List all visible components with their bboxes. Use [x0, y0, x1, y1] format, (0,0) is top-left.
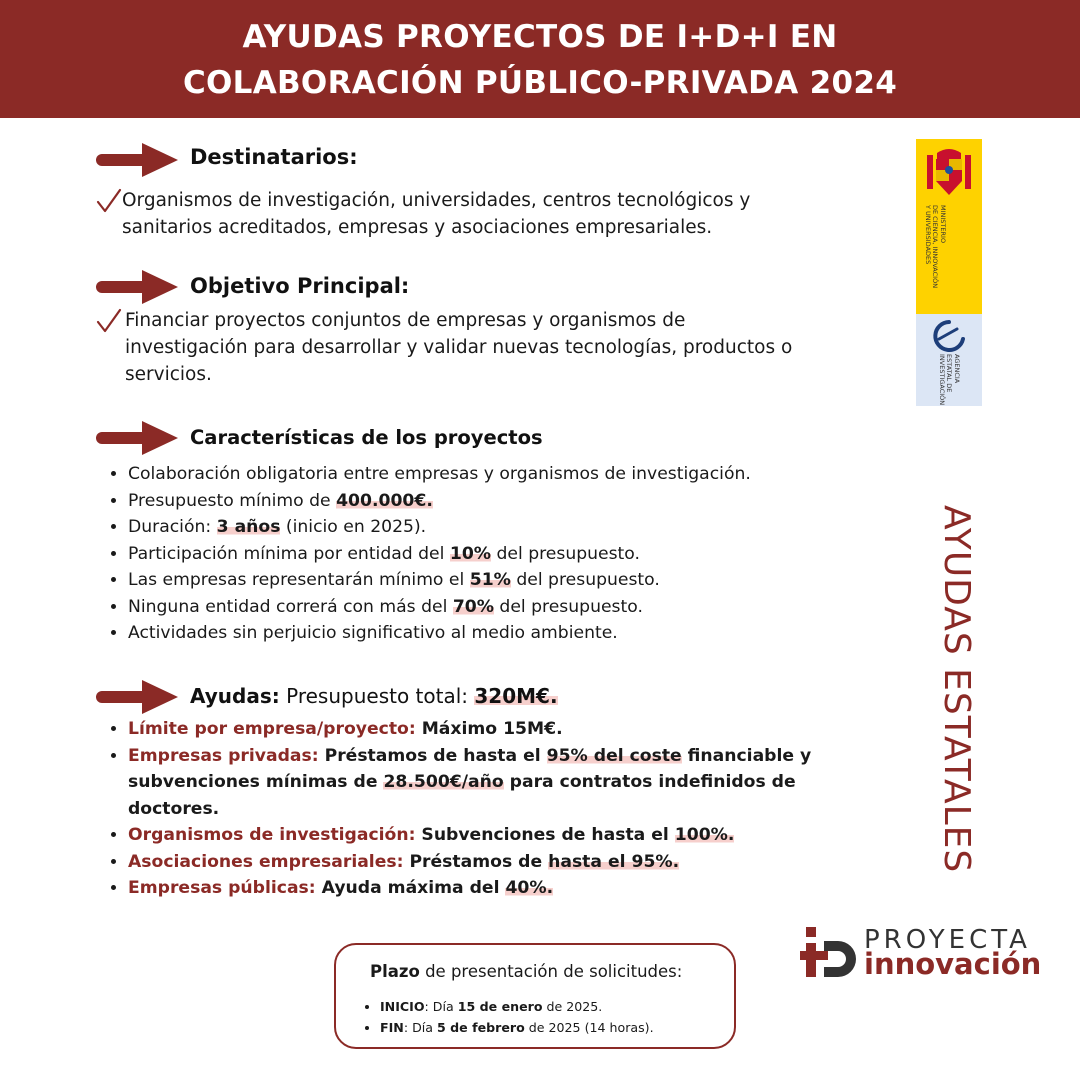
item-text: de 2025 (14 horas). [524, 1020, 654, 1035]
arrow-right-icon [96, 680, 178, 714]
agency-line2: ESTATAL DE [945, 354, 954, 393]
list-item [128, 849, 811, 876]
brand-name-bottom: innovación [864, 947, 1042, 981]
item-text: Actividades sin perjuicio significativo al medio ambiente. [128, 623, 618, 643]
section-title-caracteristicas: Características de los proyectos [190, 426, 543, 449]
item-text: Presupuesto mínimo de [128, 490, 337, 511]
list-item [128, 875, 811, 902]
item-text: : Día [403, 1020, 438, 1035]
agency-logo [916, 314, 982, 406]
deadline-inicio-label: INICIO [380, 999, 425, 1014]
section-title-objetivo: Objetivo Principal: [190, 274, 410, 298]
ayudas-total: 320M€. [474, 684, 558, 708]
item-highlight: 51% [469, 570, 511, 590]
item-text: Máximo 15M€. [415, 719, 563, 739]
objetivo-line2: investigación para desarrollar y validar nuevas tecnologías, productos o [125, 337, 793, 358]
item-text: (inicio en 2025). [280, 517, 427, 537]
destinatarios-line1: Organismos de investigación, universidades, centros tecnológicos y [122, 190, 751, 211]
item-highlight: 3 años [216, 517, 281, 537]
page-header [0, 0, 1080, 118]
item-text: del presupuesto. [493, 596, 643, 617]
list-item [128, 541, 751, 568]
item-text: financiable y [681, 745, 812, 766]
item-text: Préstamos de hasta el [318, 745, 547, 766]
deadline-fin-date: 5 de febrero [437, 1020, 525, 1035]
ministry-text [924, 205, 947, 288]
list-item [128, 716, 811, 743]
objetivo-line3: servicios. [125, 364, 212, 385]
deadline-title [370, 962, 682, 981]
coat-of-arms-icon [925, 147, 973, 197]
list-item [128, 743, 811, 823]
ministry-logo [916, 139, 982, 314]
item-text: Ayuda máxima del [315, 878, 506, 898]
destinatarios-text [122, 187, 750, 241]
list-item [128, 620, 751, 647]
item-text: Colaboración obligatoria entre empresas y organismos de investigación. [128, 464, 751, 484]
deadline-title-rest: de presentación de solicitudes: [419, 962, 683, 981]
ministry-line1: MINISTERIO [939, 205, 947, 244]
item-highlight: 40%. [505, 878, 554, 898]
item-text: Préstamos de [403, 851, 549, 872]
list-item [128, 594, 751, 621]
ayudas-title: Ayudas: [190, 684, 280, 708]
deadline-box [334, 943, 736, 1049]
agency-line3: INVESTIGACIÓN [938, 354, 946, 406]
header-title-line2: COLABORACIÓN PÚBLICO-PRIVADA 2024 [182, 65, 898, 101]
item-text: para contratos indefinidos de [503, 772, 796, 792]
item-label: Empresas públicas: [128, 878, 316, 898]
item-highlight: hasta el 95%. [548, 851, 680, 872]
item-text: doctores. [128, 798, 220, 819]
list-item [128, 461, 751, 488]
list-item [380, 1017, 654, 1038]
destinatarios-line2: sanitarios acreditados, empresas y asociaciones empresariales. [122, 217, 713, 238]
brand-logo [800, 925, 1060, 985]
item-label: Límite por empresa/proyecto: [128, 719, 416, 739]
checkmark-icon [96, 308, 122, 334]
list-item [128, 822, 811, 849]
item-highlight: 70% [452, 596, 494, 617]
agency-line1: AGENCIA [953, 354, 961, 384]
section-title-ayudas [190, 684, 558, 708]
objetivo-text [125, 307, 792, 388]
list-item [128, 488, 751, 515]
checkmark-icon [96, 188, 122, 214]
item-label: Organismos de investigación: [128, 825, 416, 845]
item-text: Duración: [128, 517, 217, 537]
item-label: Asociaciones empresariales: [128, 851, 404, 872]
brand-name-top: PROYECTA [864, 925, 1031, 955]
item-highlight: 10% [449, 543, 492, 564]
arrow-right-icon [96, 270, 178, 304]
item-text: Las empresas representarán mínimo el [128, 570, 470, 590]
deadline-list [366, 996, 654, 1038]
brand-mark-icon [800, 927, 858, 979]
government-logo [916, 139, 982, 406]
item-highlight: 400.000€. [336, 490, 433, 511]
item-text: Ninguna entidad correrá con más del [128, 596, 453, 617]
item-text: Participación mínima por entidad del [128, 543, 450, 564]
arrow-right-icon [96, 421, 178, 455]
agency-text [938, 354, 961, 405]
caracteristicas-list [108, 461, 751, 647]
list-item [128, 567, 751, 594]
section-title-destinatarios: Destinatarios: [190, 145, 358, 169]
ministry-line2: DE CIENCIA, INNOVACIÓN [931, 205, 940, 289]
item-text: del presupuesto. [510, 570, 660, 590]
vertical-label: AYUDAS ESTATALES [936, 505, 977, 874]
item-text: de 2025. [542, 999, 603, 1014]
header-title-line1: AYUDAS PROYECTOS DE I+D+I EN [242, 19, 838, 55]
item-text: : Día [424, 999, 458, 1014]
item-label: Empresas privadas: [128, 745, 319, 766]
list-item [128, 514, 751, 541]
deadline-inicio-date: 15 de enero [457, 999, 543, 1014]
item-text: Subvenciones de hasta el [415, 825, 675, 845]
item-text: del presupuesto. [491, 543, 640, 564]
ayudas-subtitle: Presupuesto total: [279, 684, 475, 708]
item-highlight: 100%. [674, 825, 735, 845]
list-item [380, 996, 654, 1017]
agency-emblem-icon [929, 319, 969, 353]
deadline-fin-label: FIN [380, 1020, 404, 1035]
item-highlight: 95% del coste [546, 745, 682, 766]
item-text: subvenciones mínimas de [128, 772, 384, 792]
ayudas-list [108, 716, 811, 902]
objetivo-line1: Financiar proyectos conjuntos de empresas y organismos de [125, 310, 686, 331]
ministry-line3: Y UNIVERSIDADES [924, 205, 932, 265]
arrow-right-icon [96, 143, 178, 177]
item-highlight: 28.500€/año [383, 772, 504, 792]
deadline-title-bold: Plazo [370, 962, 420, 981]
